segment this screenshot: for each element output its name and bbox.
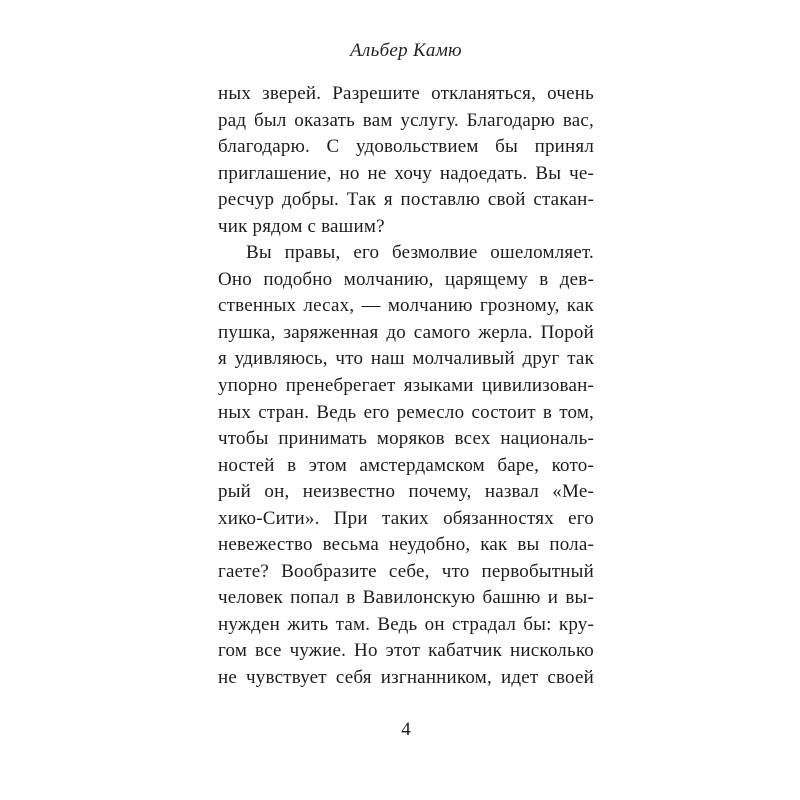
text-line: человек попал в Вавилонскую башню и вы- [218, 587, 594, 609]
text-line: ресчур добры. Так я поставлю свой стакан- [218, 189, 594, 211]
body-text-block [218, 81, 594, 692]
text-line: хико-Сити». При таких обязанностях его [218, 507, 594, 529]
text-line: ных зверей. Разрешите откланяться, очень [218, 83, 594, 104]
text-line: приглашение, но не хочу надоедать. Вы че- [218, 162, 594, 184]
text-line: гаете? Вообразите себе, что первобытный [218, 560, 594, 582]
text-line: ственных лесах, — молчанию грозному, как [218, 295, 594, 317]
text-line: не чувствует себя изгнанником, идет своей [218, 667, 594, 689]
text-line: упорно пренебрегает языками цивилизован- [218, 375, 594, 397]
text-line: чтобы принимать моряков всех националь- [218, 428, 594, 450]
running-header-author: Альбер Камю [350, 40, 462, 61]
text-line: невежество весьма неудобно, как вы пола- [218, 534, 594, 556]
text-line: ных стран. Ведь его ремесло состоит в том, [218, 401, 594, 423]
text-line: ностей в этом амстердамском баре, кото- [218, 454, 594, 476]
page-number: 4 [401, 719, 411, 740]
text-line: Вы правы, его безмолвие ошеломляет. [246, 242, 594, 264]
text-line: Оно подобно молчанию, царящему в дев- [218, 268, 594, 290]
text-line: благодарю. С удовольствием бы принял [218, 136, 594, 158]
text-line: рад был оказать вам услугу. Благодарю вас, [218, 109, 594, 131]
text-line: рый он, неизвестно почему, назвал «Ме- [218, 481, 594, 503]
text-line: нужден жить там. Ведь он страдал бы: кру- [218, 613, 594, 635]
text-line: пушка, заряженная до самого жерла. Порой [218, 321, 594, 343]
text-line: чик рядом с вашим? [218, 215, 385, 237]
text-line: гом все чужие. Но этот кабатчик нисколько [218, 640, 594, 662]
text-line: я удивляюсь, что наш молчаливый друг так [218, 348, 594, 370]
